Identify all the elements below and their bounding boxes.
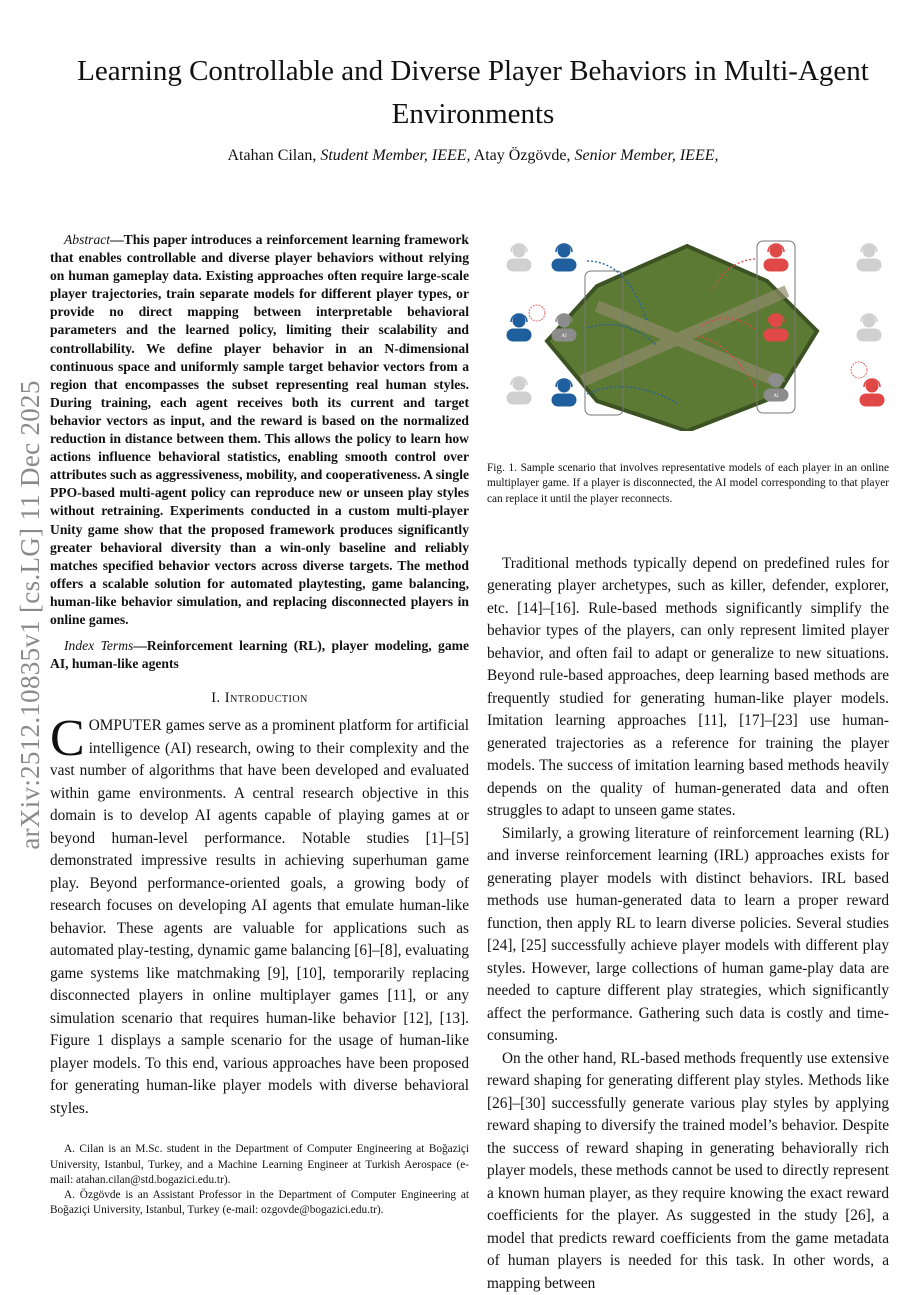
intro-lead: OMPUTER: [88, 717, 162, 735]
figure-1-illustration: [487, 231, 889, 431]
paragraph: On the other hand, RL-based methods frequently use extensive reward shaping for generating different play styles. Methods like [26]–[30] successfully generate various play styles by applying reward shaping to diversify the trained model’s behavior. Despite the success of reward shaping in generating behaviorally rich player models, these methods cannot be used to directly represent a known human player, as they require knowing the exact reward coefficients for the player. As suggested in the study [26], a model that predicts reward coefficients from the game metadata of human players is needed for this task. In other words, a mapping between: [487, 1049, 889, 1292]
author-2: Atay Özgövde,: [473, 147, 571, 164]
author-2-role: Senior Member, IEEE,: [574, 147, 719, 164]
ai-label: AI: [773, 394, 779, 399]
abstract-label: Abstract: [64, 232, 111, 247]
authors: [40, 146, 906, 166]
abstract-text: —This paper introduces a reinforcement learning framework that enables controllable and diverse player behaviors without relying on human gameplay data. Existing approaches often require large-scale player trajectories, train separate models for different player types, or provide no direct mapping between interpretable behavioral parameters and the learned policy, limiting their scalability and controllability. We define player behavior in an N-dimensional continuous space and uniformly sample target behavior vectors from a region that encompasses the subset representing real human styles. During training, each agent receives both its current and target behavior vectors as input, and the reward is based on the normalized reduction in distance between them. This allows the policy to learn how actions influence behavioral statistics, enabling smooth control over attributes such as aggressiveness, mobility, and cooperativeness. A single PPO-based multi-agent policy can reproduce new or unseen play styles without retraining. Experiments conducted in a custom multi-player Unity game show that the proposed framework produces significantly greater behavioral diversity than a win-only baseline and reliably matches specified behavior vectors across diverse targets. The method offers a scalable solution for automated playtesting, game balancing, human-like behavior simulation, and replacing disconnected players in online games.: [50, 232, 469, 627]
author-1-role: Student Member, IEEE,: [320, 147, 471, 164]
author-1: Atahan Cilan,: [227, 147, 317, 164]
drop-cap: C: [50, 710, 85, 768]
right-column: [487, 231, 889, 1295]
intro-paragraph: [50, 710, 469, 1120]
abstract: [50, 231, 469, 629]
section-heading: I. Introduction: [211, 690, 308, 707]
intro-text: games serve as a prominent platform for artificial intelligence (AI) research, owing to their complexity and the vast number of algorithms that have been developed and evaluated within game environments. A central research objective in this domain is to develop AI agents capable of playing games at or beyond human-level performance. Notable studies [1]–[5] demonstrated impressive results in achieving superhuman game play. Beyond performance-oriented goals, a growing body of research focuses on developing AI agents that emulate human-like behavior. These agents are valuable for applications such as automated play-testing, dynamic game balancing [6]–[8], evaluating game systems like matchmaking [9], [10], temporarily replacing disconnected players in online multiplayer games [11], or any simulation scenario that requires human-like behavior [12], [13]. Figure 1 displays a sample scenario for the usage of human-like player models. To this end, various approaches have been proposed for generating human-like player models with diverse behavioral styles.: [50, 717, 469, 1117]
disconnected-icon: [851, 362, 867, 378]
paragraph: Traditional methods typically depend on predefined rules for generating player archetypes, such as killer, defender, explorer, etc. [14]–[16]. Rule-based methods significantly simplify the behavior types of the players, can only represent limited player behavior, and often fail to adapt or generalize to new situations. Beyond rule-based approaches, deep learning based methods are frequently studied for generating human-like player models. Imitation learning approaches [11], [17]–[23] use human-generated trajectories as a reference for training the player models. The success of imitation learning based methods heavily depends on the quality of human-generated data and often struggles to adapt to unseen game states.: [487, 554, 889, 820]
disconnected-icon: [529, 305, 545, 321]
ai-label: AI: [561, 334, 567, 339]
index-terms: [50, 637, 469, 673]
footnotes: [50, 1142, 469, 1218]
arxiv-identifier: arXiv:2512.10835v1 [cs.LG] 11 Dec 2025: [15, 380, 45, 850]
footnote: A. Özgövde is an Assistant Professor in the Department of Computer Engineering at Boğaziçi University, Istanbul, Turkey (e-mail: ozgovde@bogazici.edu.tr).: [50, 1189, 469, 1217]
footnote: A. Cilan is an M.Sc. student in the Department of Computer Engineering at Boğaziçi University, Istanbul, Turkey, and a Machine Learning Engineer at Turkish Aerospace (e-mail: atahan.cilan@std.bogazici.edu.tr).: [50, 1143, 469, 1186]
index-terms-label: Index Terms: [64, 638, 134, 654]
left-column: [50, 231, 469, 1219]
right-column-text: [487, 553, 889, 1295]
paragraph: Similarly, a growing literature of reinforcement learning (RL) and inverse reinforcement learning (IRL) approaches exists for generating player models with distinct behaviors. IRL based methods use human-generated data to learn a proper reward function, then apply RL to learn diverse policies. Several studies [24], [25] successfully achieve player models with different play styles. However, large collections of human game-play data are needed to capture different play strategies, which significantly affect the performance. Gathering such data is costly and time-consuming.: [487, 824, 889, 1045]
paper-title: Learning Controllable and Diverse Player Behaviors in Multi-Agent Environments: [77, 55, 869, 130]
index-terms-text: —Reinforcement learning (RL), player modeling, game AI, human-like agents: [50, 638, 469, 672]
figure-caption: Fig. 1. Sample scenario that involves representative models of each player in an online multiplayer game. If a player is disconnected, the AI model corresponding to that player can replace it until the player reconnects.: [487, 462, 889, 505]
